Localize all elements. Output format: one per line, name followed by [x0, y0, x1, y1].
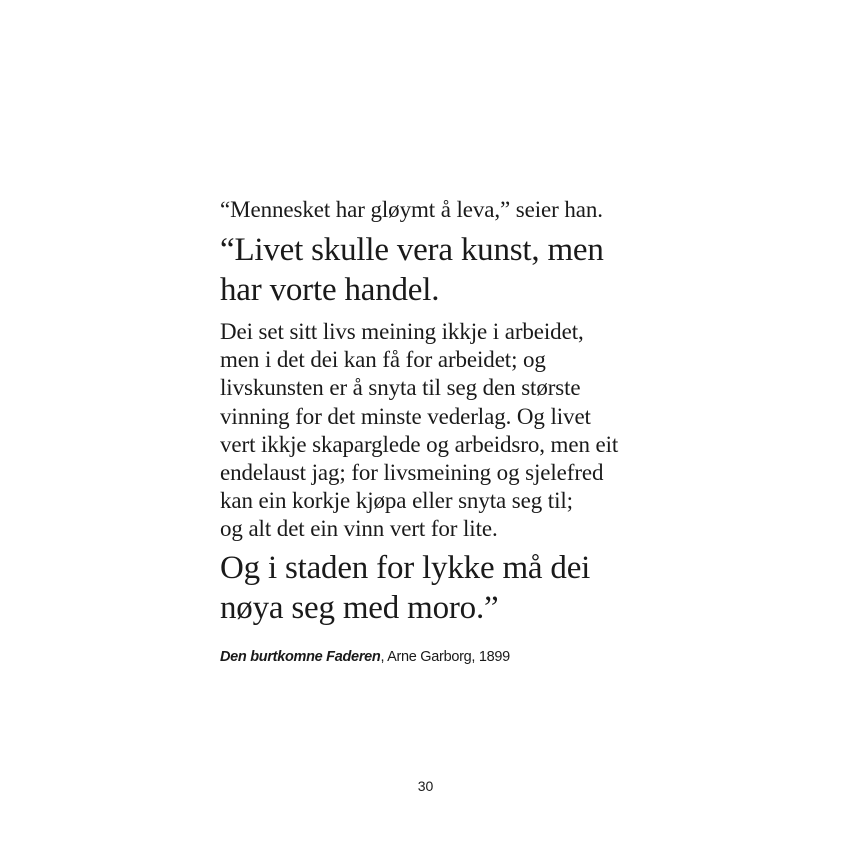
quote-body-line: endelaust jag; for livsmeining og sjelefred [220, 460, 604, 486]
quote-opening-line: “Livet skulle vera kunst, men [220, 232, 604, 268]
citation [220, 647, 510, 667]
page-number: 30 [417, 778, 434, 794]
quote-closing-line: nøya seg med moro.” [220, 589, 499, 626]
quote-intro: “Mennesket har gløymt å leva,” seier han. [220, 197, 603, 222]
quote-body-line: Dei set sitt livs meining ikkje i arbeidet, [220, 319, 584, 344]
quote-opening-line: har vorte handel. [220, 272, 440, 308]
quote-body-line: vinning for det minste vederlag. Og livet [220, 403, 591, 429]
quote-closing-line: Og i staden for lykke må dei [220, 549, 591, 586]
quote-body-line: men i det dei kan få for arbeidet; og [220, 347, 546, 373]
citation-work-title: Den burtkomne Faderen [220, 649, 381, 665]
quote-body-line: vert ikkje skaparglede og arbeidsro, men eit [220, 431, 619, 457]
quote-body-line: livskunsten er å snyta til seg den største [220, 375, 581, 401]
citation-author-year: , Arne Garborg, 1899 [380, 649, 510, 665]
quote-body [220, 318, 650, 544]
quote-opening [220, 230, 650, 310]
quote-body-line: kan ein korkje kjøpa eller snyta seg til; [220, 488, 573, 514]
quote-body-line: og alt det ein vinn vert for lite. [220, 516, 498, 542]
quote-block [220, 194, 650, 636]
quote-closing [220, 548, 650, 628]
